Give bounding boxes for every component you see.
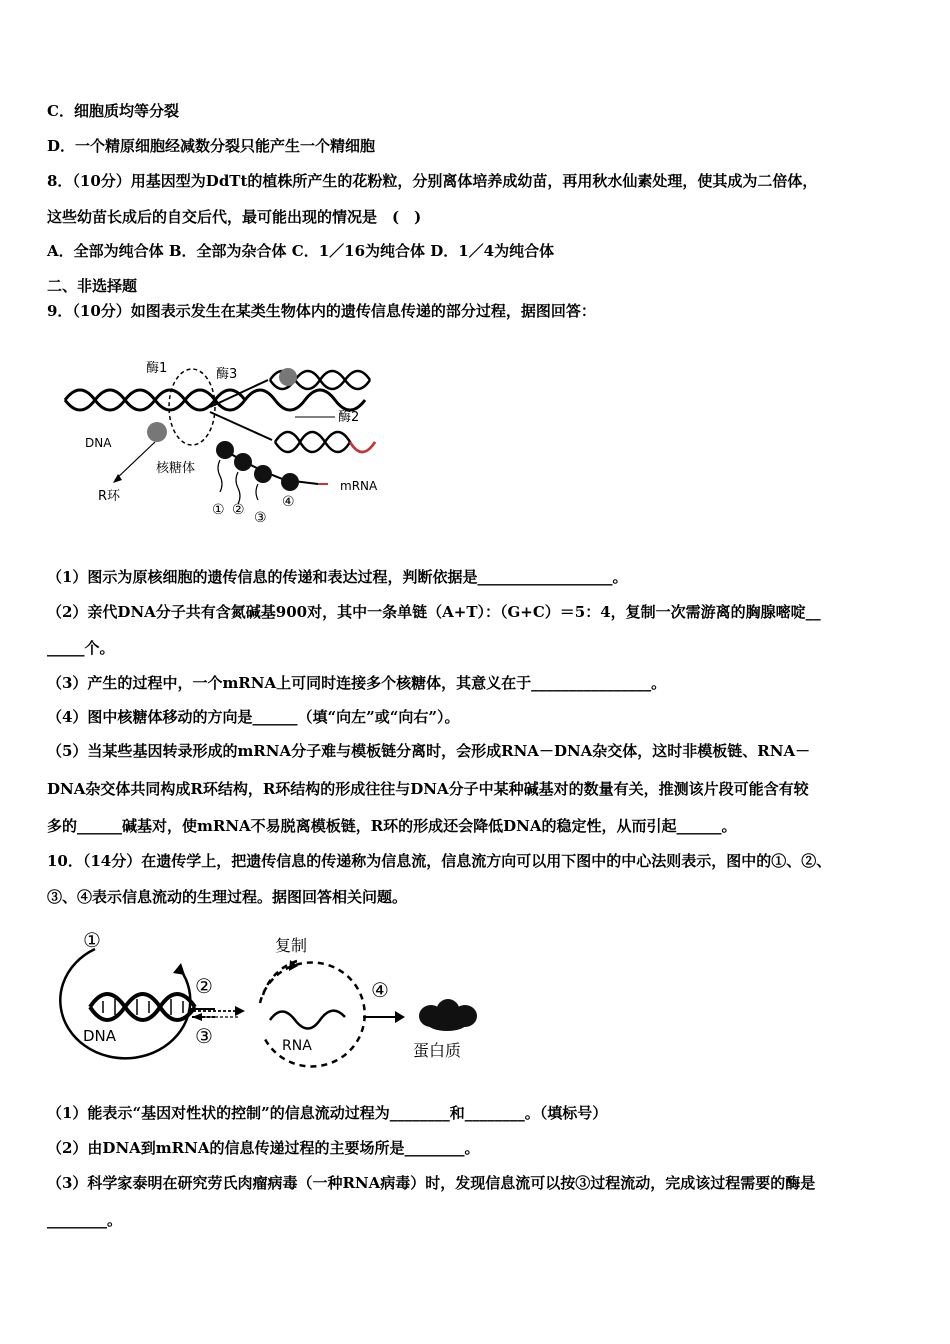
- label-r-loop: R环: [98, 489, 121, 504]
- figure-transcription-translation: [60, 352, 390, 532]
- question-10-part2: （2）由DNA到mRNA的信息传递过程的主要场所是________。: [47, 1139, 480, 1157]
- question-8-line1: 8．（10分）用基因型为DdTt的植株所产生的花粉粒，分别离体培养成幼苗，再用秋水仙素处理，使其成为二倍体，: [47, 172, 818, 190]
- label-process3: ③: [195, 1024, 213, 1048]
- label-dna: DNA: [85, 436, 112, 450]
- question-10-stem-line2: ③、④表示信息流动的生理过程。据图回答相关问题。: [47, 888, 408, 906]
- label-rna-node: RNA: [282, 1038, 312, 1054]
- question-9-stem: 9．（10分）如图表示发生在某类生物体内的遗传信息传递的部分过程，据图回答：: [47, 302, 596, 320]
- question-9-part2-line1: （2）亲代DNA分子共有含氮碱基900对，其中一条单链（A+T）：（G+C）＝5：4，复制一次需游离的胸腺嘧啶__: [47, 603, 821, 621]
- label-enzyme3: 酶3: [216, 367, 238, 382]
- question-10-part3-line1: （3）科学家泰明在研究劳氏肉瘤病毒（一种RNA病毒）时，发现信息流可以按③过程流动，完成该过程需要的酶是: [47, 1174, 816, 1192]
- protein-icon: [419, 999, 477, 1031]
- label-n4: ④: [282, 494, 295, 510]
- label-process4: ④: [371, 978, 389, 1002]
- question-9-part4: （4）图中核糖体移动的方向是______（填“向左”或“向右”）。: [47, 708, 460, 726]
- question-9-part5-line3: 多的______碱基对，使mRNA不易脱离模板链，R环的形成还会降低DNA的稳定性，从而引起______。: [47, 817, 737, 835]
- label-process1: ①: [83, 928, 101, 952]
- label-dna-node: DNA: [83, 1027, 117, 1045]
- label-n1: ①: [212, 502, 225, 518]
- label-mrna: mRNA: [340, 479, 378, 493]
- question-9-part3: （3）产生的过程中，一个mRNA上可同时连接多个核糖体，其意义在于________________。: [47, 674, 667, 692]
- option-7d: D．一个精原细胞经减数分裂只能产生一个精细胞: [47, 137, 376, 155]
- label-replication: 复制: [275, 936, 308, 955]
- question-8-line2: 这些幼苗长成后的自交后代，最可能出现的情况是 ( ): [47, 208, 422, 226]
- label-enzyme2: 酶2: [338, 410, 360, 425]
- label-n2: ②: [232, 502, 245, 518]
- question-10-part1: （1）能表示“基因对性状的控制”的信息流动过程为________和________。（填标号）: [47, 1104, 608, 1122]
- question-9-part1: （1）图示为原核细胞的遗传信息的传递和表达过程，判断依据是__________________。: [47, 568, 628, 586]
- question-9-part5-line1: （5）当某些基因转录形成的mRNA分子难与模板链分离时，会形成RNA－DNA杂交体，这时非模板链、RNA－: [47, 742, 811, 760]
- section-heading: 二、非选择题: [47, 277, 138, 295]
- option-7c: C．细胞质均等分裂: [47, 102, 179, 120]
- label-ribosome: 核糖体: [156, 461, 196, 476]
- question-10-stem-line1: 10．（14分）在遗传学上，把遗传信息的传递称为信息流，信息流方向可以用下图中的中心法则表示，图中的①、②、: [47, 852, 832, 870]
- label-enzyme1: 酶1: [146, 361, 168, 376]
- question-9-part2-line2: _____个。: [47, 639, 115, 657]
- label-process2: ②: [195, 974, 213, 998]
- label-protein-node: 蛋白质: [413, 1041, 462, 1060]
- question-10-part3-line2: ________。: [47, 1211, 123, 1229]
- question-8-options: A．全部为纯合体 B．全部为杂合体 C．1／16为纯合体 D．1／4为纯合体: [47, 242, 555, 260]
- label-n3: ③: [254, 510, 267, 526]
- figure-central-dogma: [45, 925, 490, 1070]
- question-9-part5-line2: DNA杂交体共同构成R环结构，R环结构的形成往往与DNA分子中某种碱基对的数量有关，推测该片段可能含有较: [47, 780, 809, 798]
